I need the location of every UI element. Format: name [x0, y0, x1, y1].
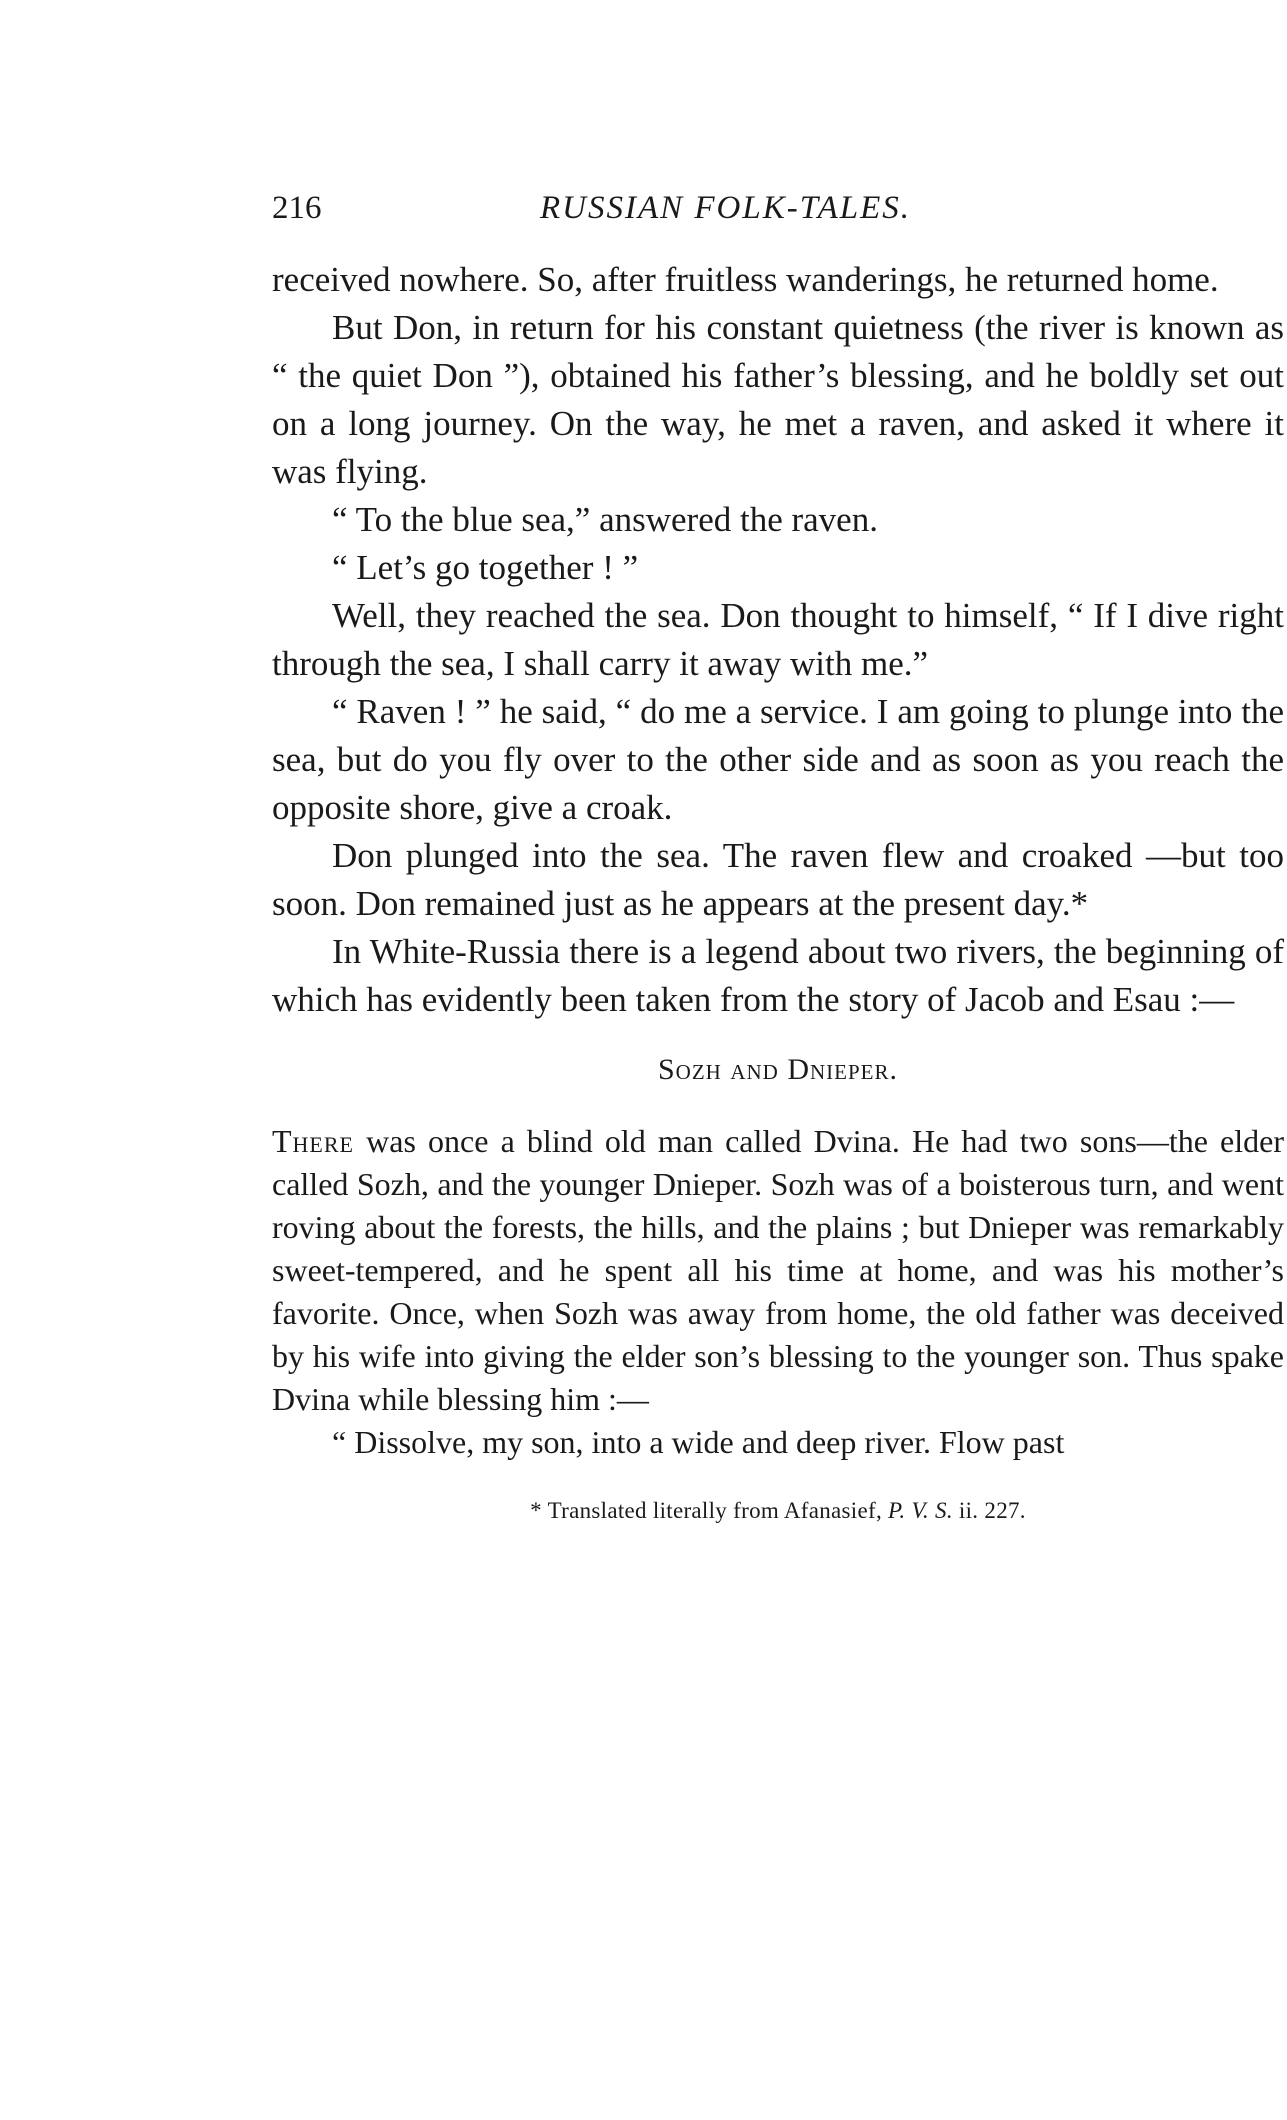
opening-word: There — [272, 1123, 354, 1159]
tale-text — [272, 1120, 1284, 1464]
paragraph: Don plunged into the sea. The raven flew and croaked —but too soon. Don remained just as he appears at the present day.* — [272, 836, 1284, 923]
tale-paragraph: “ Dissolve, my son, into a wide and deep river. Flow past — [332, 1424, 1065, 1460]
opening-rest: was once a blind old man called Dvina. He had two sons—the elder called Sozh, and the younger Dnieper. Sozh was of a boisterous turn, and went roving about the forests, the hills, and the plains ; but Dnieper was remarkably sweet-tempered, and he spent all his time at home, and was his mother’s favorite. Once, when Sozh was away from home, the old father was deceived by his wife into giving the elder son’s blessing to the younger son. Thus spake Dvina while blessing him :— — [272, 1123, 1284, 1417]
paragraph: “ To the blue sea,” answered the raven. — [332, 500, 878, 539]
page-number: 216 — [272, 190, 322, 226]
book-page — [272, 190, 1284, 1524]
tale-paragraph — [272, 1120, 1284, 1421]
footnote-suffix: ii. 227. — [952, 1498, 1026, 1523]
paragraph: Well, they reached the sea. Don thought to himself, “ If I dive right through the sea, I shall carry it away with me.” — [272, 596, 1284, 683]
paragraph: “ Raven ! ” he said, “ do me a service. I am going to plunge into the sea, but do you fly over to the other side and as soon as you reach the opposite shore, give a croak. — [272, 692, 1284, 827]
footnote-prefix: * Translated literally from Afanasief, — [530, 1498, 889, 1523]
page-header — [272, 190, 1284, 242]
paragraph: But Don, in return for his constant quietness (the river is known as “ the quiet Don ”), obtained his father’s blessing, and he boldly set out on a long journey. On the way, he met a raven, and asked it where it was flying. — [272, 308, 1284, 491]
paragraph: “ Let’s go together ! ” — [332, 548, 639, 587]
body-text — [272, 256, 1284, 1024]
paragraph: received nowhere. So, after fruitless wanderings, he returned home. — [272, 260, 1219, 299]
footnote-source: P. V. S. — [888, 1498, 953, 1523]
paragraph: In White-Russia there is a legend about two rivers, the beginning of which has evidently been taken from the story of Jacob and Esau :— — [272, 932, 1284, 1019]
footnote — [272, 1498, 1284, 1524]
section-heading: Sozh and Dnieper. — [657, 1053, 898, 1086]
running-title: RUSSIAN FOLK-TALES. — [540, 190, 912, 226]
